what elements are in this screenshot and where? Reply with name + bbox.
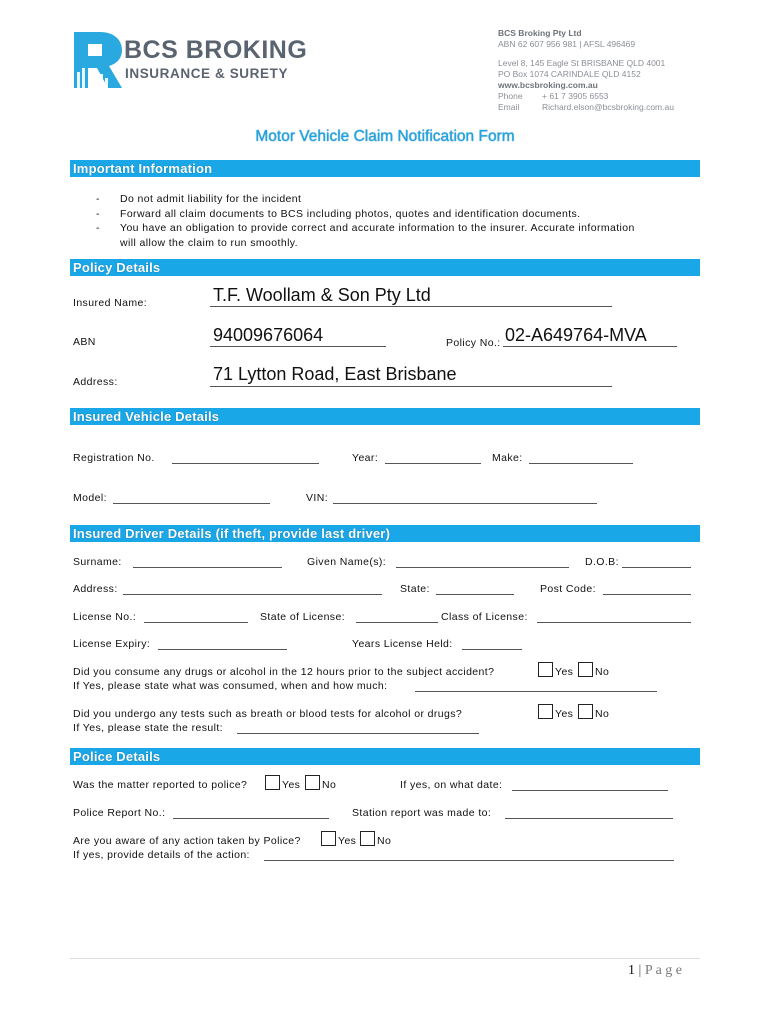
action-followup: If yes, provide details of the action: bbox=[73, 849, 250, 861]
reported-question: Was the matter reported to police? bbox=[73, 779, 248, 791]
drugs-question: Did you consume any drugs or alcohol in the 12 hours prior to the subject accident? bbox=[73, 666, 495, 678]
abn-label: ABN bbox=[73, 336, 96, 348]
company-address1: Level 8, 145 Eagle St BRISBANE QLD 4001 bbox=[498, 58, 666, 68]
postcode-label: Post Code: bbox=[540, 583, 596, 595]
vin-field[interactable] bbox=[333, 503, 597, 504]
report-no-label: Police Report No.: bbox=[73, 807, 166, 819]
important-list bbox=[96, 192, 635, 250]
logo-name: BCS BROKING bbox=[124, 36, 308, 64]
action-question: Are you aware of any action taken by Police? bbox=[73, 835, 301, 847]
drugs-followup: If Yes, please state what was consumed, when and how much: bbox=[73, 680, 388, 692]
report-date-label: If yes, on what date: bbox=[400, 779, 503, 791]
action-yes-checkbox[interactable] bbox=[321, 831, 336, 846]
license-no-field[interactable] bbox=[144, 622, 248, 623]
vehicle-details-header: Insured Vehicle Details bbox=[70, 408, 700, 425]
phone-value: + 61 7 3905 6553 bbox=[542, 91, 609, 101]
state-label: State: bbox=[400, 583, 430, 595]
action-no-label: No bbox=[377, 835, 392, 847]
dob-field[interactable] bbox=[622, 567, 691, 568]
drugs-no-checkbox[interactable] bbox=[578, 662, 593, 677]
driver-details-header: Insured Driver Details (if theft, provide last driver) bbox=[70, 525, 700, 542]
company-name: BCS Broking Pty Ltd bbox=[498, 28, 582, 38]
list-item: - Forward all claim documents to BCS including photos, quotes and identification documents. bbox=[96, 207, 581, 220]
drugs-details-field[interactable] bbox=[415, 691, 657, 692]
insured-name-label: Insured Name: bbox=[73, 297, 148, 309]
surname-label: Surname: bbox=[73, 556, 122, 568]
year-field[interactable] bbox=[385, 463, 481, 464]
tests-yes-label: Yes bbox=[555, 708, 574, 720]
reported-yes-checkbox[interactable] bbox=[265, 775, 280, 790]
address-line bbox=[210, 386, 612, 387]
form-title: Motor Vehicle Claim Notification Form bbox=[255, 128, 515, 145]
license-expiry-label: License Expiry: bbox=[73, 638, 151, 650]
given-name-label: Given Name(s): bbox=[307, 556, 387, 568]
class-license-field[interactable] bbox=[537, 622, 691, 623]
year-label: Year: bbox=[352, 452, 379, 464]
address-value[interactable]: 71 Lytton Road, East Brisbane bbox=[213, 364, 457, 384]
tests-no-label: No bbox=[595, 708, 610, 720]
given-name-field[interactable] bbox=[396, 567, 569, 568]
company-address2: PO Box 1074 CARINDALE QLD 4152 bbox=[498, 69, 641, 79]
drugs-yes-checkbox[interactable] bbox=[538, 662, 553, 677]
footer-divider bbox=[70, 958, 700, 959]
tests-yes-checkbox[interactable] bbox=[538, 704, 553, 719]
policy-no-label: Policy No.: bbox=[446, 337, 501, 349]
action-no-checkbox[interactable] bbox=[360, 831, 375, 846]
tests-result-field[interactable] bbox=[237, 733, 479, 734]
years-held-label: Years License Held: bbox=[352, 638, 453, 650]
company-abn: ABN 62 607 956 981 | AFSL 496469 bbox=[498, 39, 636, 49]
surname-field[interactable] bbox=[133, 567, 282, 568]
report-no-field[interactable] bbox=[173, 818, 329, 819]
drugs-yes-label: Yes bbox=[555, 666, 574, 678]
reported-yes-label: Yes bbox=[282, 779, 301, 791]
license-no-label: License No.: bbox=[73, 611, 137, 623]
list-item: will allow the claim to run smoothly. bbox=[120, 236, 298, 249]
insured-name-value[interactable]: T.F. Woollam & Son Pty Ltd bbox=[213, 285, 431, 305]
class-license-label: Class of License: bbox=[441, 611, 528, 623]
driver-address-field[interactable] bbox=[123, 594, 382, 595]
driver-address-label: Address: bbox=[73, 583, 118, 595]
important-info-header: Important Information bbox=[70, 160, 700, 177]
list-item: - You have an obligation to provide correct and accurate information to the insurer. Accurate information bbox=[96, 222, 635, 234]
state-field[interactable] bbox=[436, 594, 514, 595]
page-number: 1 bbox=[628, 963, 635, 978]
abn-value[interactable]: 94009676064 bbox=[213, 325, 324, 345]
tests-followup: If Yes, please state the result: bbox=[73, 722, 223, 734]
postcode-field[interactable] bbox=[603, 594, 691, 595]
report-date-field[interactable] bbox=[512, 790, 668, 791]
tests-no-checkbox[interactable] bbox=[578, 704, 593, 719]
vin-label: VIN: bbox=[306, 492, 329, 504]
dob-label: D.O.B: bbox=[585, 556, 619, 568]
policy-no-line bbox=[503, 346, 677, 347]
rego-field[interactable] bbox=[172, 463, 319, 464]
policy-no-value[interactable]: 02-A649764-MVA bbox=[505, 325, 647, 345]
make-field[interactable] bbox=[529, 463, 633, 464]
model-field[interactable] bbox=[113, 503, 270, 504]
abn-line bbox=[210, 346, 386, 347]
page-footer: 1 | P a g e bbox=[628, 963, 683, 978]
reported-no-checkbox[interactable] bbox=[305, 775, 320, 790]
reported-no-label: No bbox=[322, 779, 337, 791]
company-logo bbox=[72, 32, 332, 92]
page-word: P a g e bbox=[644, 963, 683, 978]
list-item: - Do not admit liability for the incident bbox=[96, 193, 302, 205]
station-field[interactable] bbox=[505, 818, 673, 819]
tests-question: Did you undergo any tests such as breath or blood tests for alcohol or drugs? bbox=[73, 708, 463, 720]
drugs-no-label: No bbox=[595, 666, 610, 678]
rego-label: Registration No. bbox=[73, 452, 155, 464]
address-label: Address: bbox=[73, 376, 118, 388]
state-license-field[interactable] bbox=[356, 622, 438, 623]
insured-name-line bbox=[210, 306, 612, 307]
email-value[interactable]: Richard.elson@bcsbroking.com.au bbox=[542, 102, 674, 112]
company-website[interactable]: www.bcsbroking.com.au bbox=[498, 80, 598, 90]
company-info bbox=[498, 28, 674, 113]
logo-r-mark-icon bbox=[72, 32, 124, 88]
action-yes-label: Yes bbox=[338, 835, 357, 847]
station-label: Station report was made to: bbox=[352, 807, 492, 819]
state-license-label: State of License: bbox=[260, 611, 346, 623]
make-label: Make: bbox=[492, 452, 523, 464]
action-details-field[interactable] bbox=[264, 860, 674, 861]
phone-label: Phone bbox=[498, 91, 523, 101]
logo-tagline: INSURANCE & SURETY bbox=[125, 66, 289, 81]
police-details-header: Police Details bbox=[70, 748, 700, 765]
years-held-field[interactable] bbox=[462, 649, 522, 650]
license-expiry-field[interactable] bbox=[158, 649, 287, 650]
model-label: Model: bbox=[73, 492, 107, 504]
email-label: Email bbox=[498, 102, 520, 112]
policy-details-header: Policy Details bbox=[70, 259, 700, 276]
